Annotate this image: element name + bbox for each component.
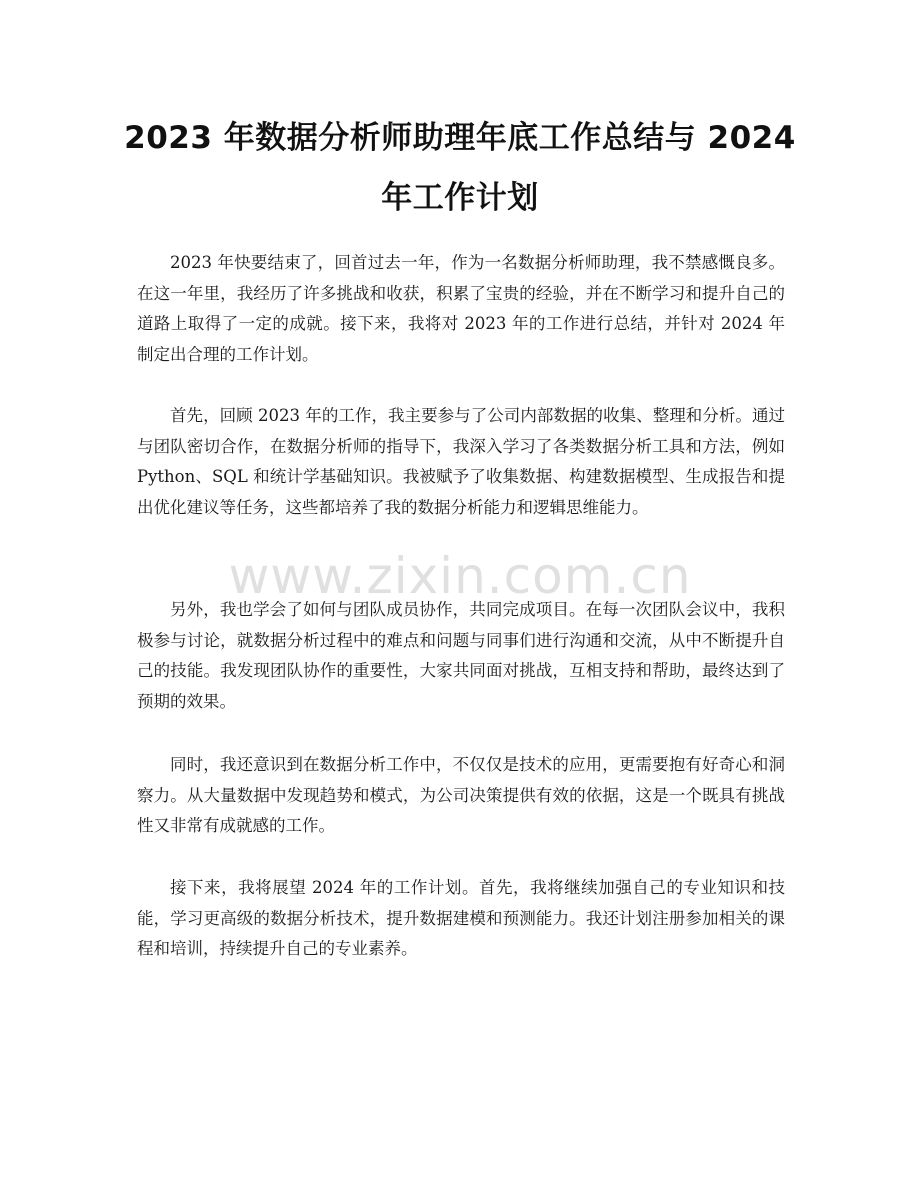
paragraph-teamwork: 另外，我也学会了如何与团队成员协作，共同完成项目。在每一次团队会议中，我积极参与讨论，就数据分析过程中的难点和问题与同事们进行沟通和交流，从中不断提升自己的技能。我发现团队协作的重要性，大家共同面对挑战，互相支持和帮助，最终达到了预期的效果。: [137, 600, 785, 711]
paragraph-insight: 同时，我还意识到在数据分析工作中，不仅仅是技术的应用，更需要抱有好奇心和洞察力。从大量数据中发现趋势和模式，为公司决策提供有效的依据，这是一个既具有挑战性又非常有成就感的工作。: [137, 755, 785, 836]
watermark: www.zixin.com.cn: [228, 547, 692, 605]
paragraph-review: 首先，回顾 2023 年的工作，我主要参与了公司内部数据的收集、整理和分析。通过与团队密切合作，在数据分析师的指导下，我深入学习了各类数据分析工具和方法，例如 Python、SQL 和统计学基础知识。我被赋予了收集数据、构建数据模型、生成报告和提出优化建议等任务，这些都培养了我的数据分析能力和逻辑思维能力。: [137, 406, 785, 517]
paragraph-plan: 接下来，我将展望 2024 年的工作计划。首先，我将继续加强自己的专业知识和技能，学习更高级的数据分析技术，提升数据建模和预测能力。我还计划注册参加相关的课程和培训，持续提升自己的专业素养。: [137, 878, 785, 959]
document-title: [120, 108, 800, 228]
paragraph-intro: 2023 年快要结束了，回首过去一年，作为一名数据分析师助理，我不禁感慨良多。在这一年里，我经历了许多挑战和收获，积累了宝贵的经验，并在不断学习和提升自己的道路上取得了一定的成就。接下来，我将对 2023 年的工作进行总结，并针对 2024 年制定出合理的工作计划。: [137, 253, 785, 364]
title-line-1: 2023 年数据分析师助理年底工作总结与 2024: [124, 120, 796, 156]
title-line-2: 年工作计划: [381, 180, 539, 216]
